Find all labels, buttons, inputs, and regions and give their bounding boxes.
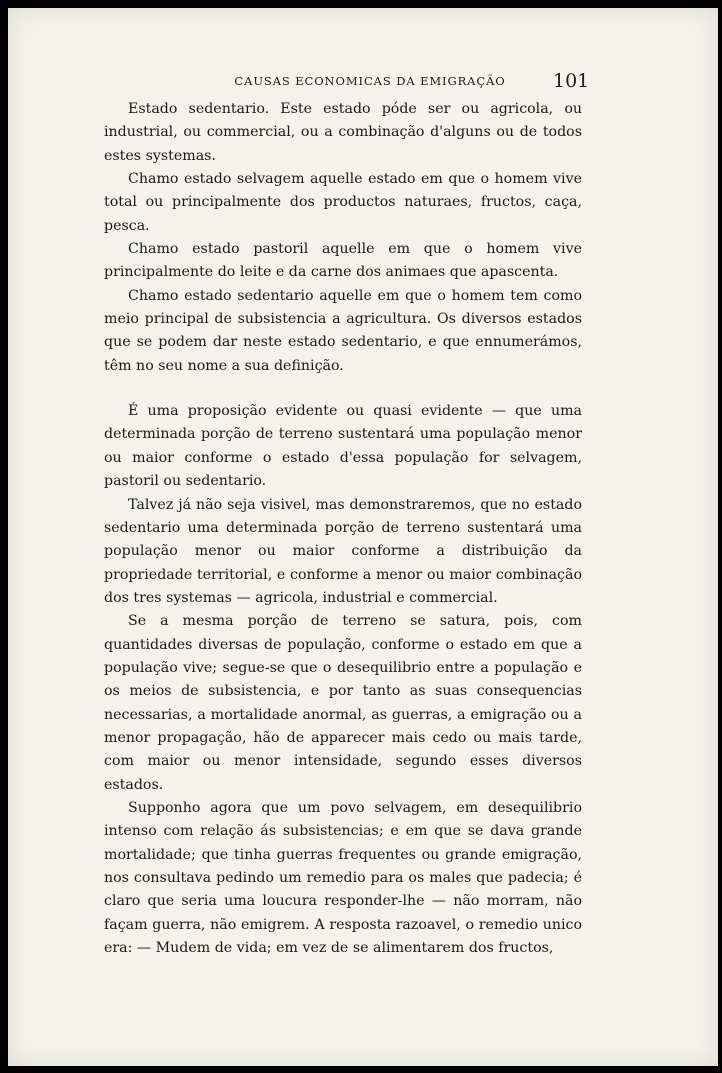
running-head: CAUSAS ECONOMICAS DA EMIGRAÇÃO — [234, 74, 506, 88]
paragraph: Se a mesma porção de terreno se satura, pois, com quantidades diversas de população, conforme o estado em que a população vive; segue-se que o desequilibrio entre a população e os meios de subsistencia, e por tanto as suas consequencias necessarias, a mortalidade anormal, as guerras, a emigração ou a menor propagação, hão de apparecer mais cedo ou mais tarde, com maior ou menor intensidade, segundo esses diversos estados. — [104, 613, 582, 793]
body-text — [104, 98, 582, 960]
paragraph: Chamo estado sedentario aquelle em que o homem tem como meio principal de subsistencia a agricultura. Os diversos estados que se podem dar neste estado sedentario, e que ennumerámos, têm no seu nome a sua definição. — [104, 287, 582, 374]
paragraph: É uma proposição evidente ou quasi evidente — que uma determinada porção de terreno sustentará uma população menor ou maior conforme o estado d'essa população for selvagem, pastoril ou sedentario. — [104, 403, 582, 490]
paragraph: Estado sedentario. Este estado póde ser ou agricola, ou industrial, ou commercial, ou a combinação d'alguns ou de todos estes systemas. — [104, 101, 582, 164]
paragraph: Chamo estado pastoril aquelle em que o homem vive principalmente do leite e da carne dos animaes que apascenta. — [104, 241, 582, 281]
paragraph: Chamo estado selvagem aquelle estado em que o homem vive total ou principalmente dos productos naturaes, fructos, caça, pesca. — [104, 171, 582, 234]
book-page — [8, 8, 718, 1066]
paragraph: Talvez já não seja visivel, mas demonstraremos, que no estado sedentario uma determinada porção de terreno sustentará uma população menor ou maior conforme a distribuição da propriedade territorial, e conforme a menor ou maior combinação dos tres systemas — agricola, industrial e commercial. — [104, 496, 582, 606]
page-header — [8, 70, 718, 94]
page-number: 101 — [553, 70, 590, 92]
paragraph: Supponho agora que um povo selvagem, em desequilibrio intenso com relação ás subsistencias; e em que se dava grande mortalidade; que tinha guerras frequentes ou grande emigração, nos consultava pedindo um remedio para os males que padecia; é claro que seria uma loucura responder-lhe — não morram, não façam guerra, não emigrem. A resposta razoavel, o remedio unico era: — Mudem de vida; em vez de se alimentarem dos fructos, — [104, 799, 582, 957]
